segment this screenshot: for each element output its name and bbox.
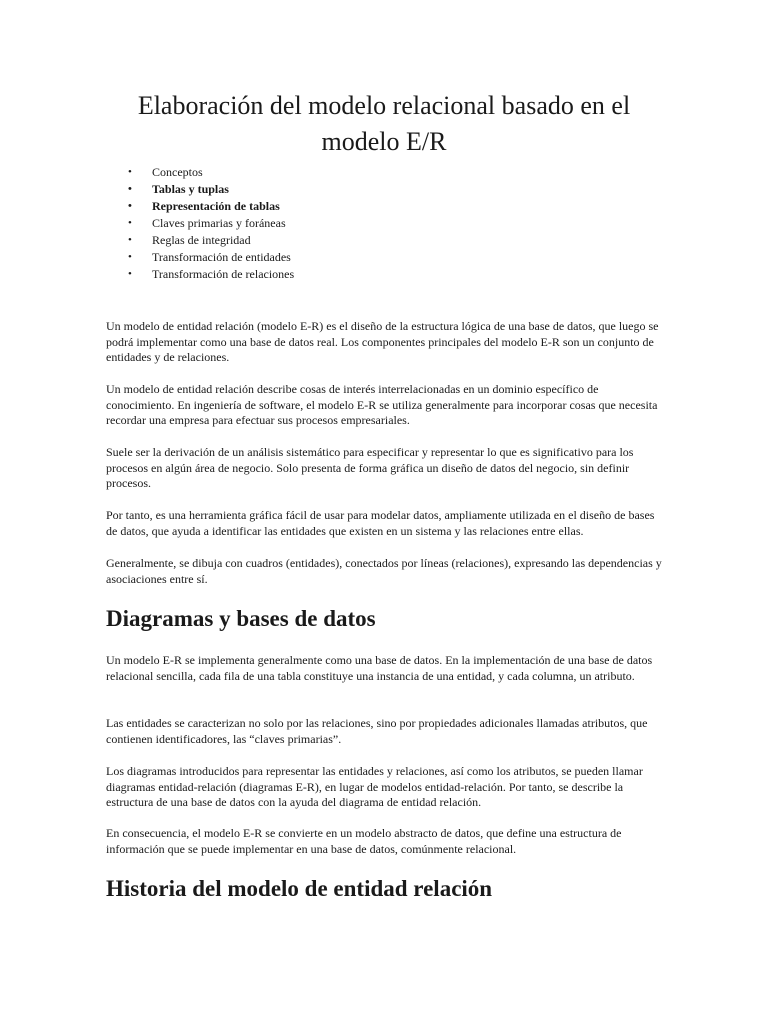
outline-item-claves: • Claves primarias y foráneas [106, 215, 294, 232]
intro-paragraph-5: Generalmente, se dibuja con cuadros (entidades), conectados por líneas (relaciones), expresando las dependencias y asociaciones entre sí. [106, 556, 662, 586]
intro-paragraph-2: Un modelo de entidad relación describe cosas de interés interrelacionadas en un dominio específico de conocimiento. En ingeniería de software, el modelo E-R se utiliza generalmente para incorporar cosas que necesita recordar una empresa para efectuar sus procesos empresariales. [106, 382, 658, 427]
section1-paragraph-4: En consecuencia, el modelo E-R se convierte en un modelo abstracto de datos, que define una estructura de información que se puede implementar en una base de datos, comúnmente relacional. [106, 826, 622, 856]
section1-paragraph-1: Un modelo E-R se implementa generalmente como una base de datos. En la implementación de una base de datos relacional sencilla, cada fila de una tabla constituye una instancia de una entidad, y cada columna, un atributo. [106, 653, 653, 683]
outline-item-tablas-tuplas: • Tablas y tuplas [106, 181, 294, 198]
outline-item-conceptos: • Conceptos [106, 164, 294, 181]
intro-paragraph-3: Suele ser la derivación de un análisis sistemático para especificar y representar lo que es significativo para los procesos en algún área de negocio. Solo presenta de forma gráfica un diseño de datos del negocio, sin definir procesos. [106, 445, 634, 490]
document-title: Elaboración del modelo relacional basado en el modelo E/R [137, 91, 631, 156]
section-heading-diagramas: Diagramas y bases de datos [106, 606, 376, 631]
outline-item-representacion-tablas: • Representación de tablas [106, 198, 294, 215]
intro-paragraph-1: Un modelo de entidad relación (modelo E-R) es el diseño de la estructura lógica de una base de datos, que luego se podrá implementar como una base de datos real. Los componentes principales del modelo E-R son un conjunto de entidades y de relaciones. [106, 319, 659, 364]
section1-paragraph-3: Los diagramas introducidos para representar las entidades y relaciones, así como los atributos, se pueden llamar diagramas entidad-relación (diagramas E-R), en lugar de modelos entidad-relación. Por tanto, se describe la estructura de una base de datos con la ayuda del diagrama de entidad relación. [106, 764, 643, 809]
intro-paragraph-4: Por tanto, es una herramienta gráfica fácil de usar para modelar datos, ampliamente utilizada en el diseño de bases de datos, que ayuda a identificar las entidades que existen en un sistema y las relaciones entre ellas. [106, 508, 655, 538]
topic-outline-list [106, 164, 294, 283]
outline-item-transformacion-entidades: • Transformación de entidades [106, 249, 294, 266]
section-heading-historia: Historia del modelo de entidad relación [106, 876, 493, 901]
outline-item-reglas: • Reglas de integridad [106, 232, 294, 249]
outline-item-transformacion-relaciones: • Transformación de relaciones [106, 266, 294, 283]
section1-paragraph-2: Las entidades se caracterizan no solo por las relaciones, sino por propiedades adicionales llamadas atributos, que contienen identificadores, las “claves primarias”. [106, 716, 648, 746]
